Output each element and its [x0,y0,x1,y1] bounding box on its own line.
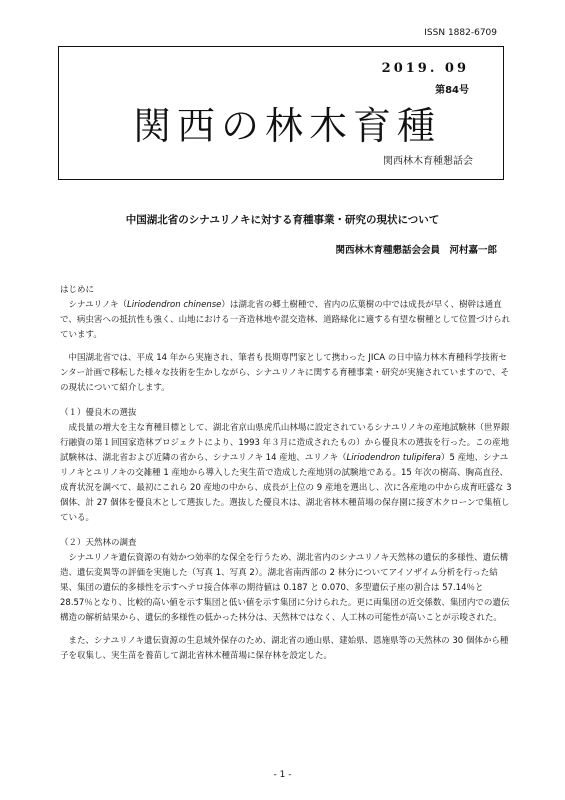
article-author: 関西林木育種懇話会会員 河村嘉一郎 [335,245,497,256]
section-heading-2: （２）天然林の調査 [60,538,137,548]
intro-paragraph-2: 中国湖北省では、平成 14 年から実施され、筆者も長期専門家として携わった JICA の日中協力林木育種科学技術センター計画で移転した様々な技術を生かしながら、シナユリノキに関する育種事業・研究が実施されていますので、その現状について紹介します。 [60,353,509,393]
section-2-paragraph-2: また、シナユリノキ遺伝資源の生息域外保存のため、湖北省の通山県、建始県、恩施県等の天然林の 30 個体から種子を収集し、実生苗を養苗して湖北省林木種苗場に保存林を設定した。 [60,636,509,661]
masthead-box [58,46,504,180]
section-heading-1: （１）優良木の選抜 [60,408,137,418]
article-title: 中国湖北省のシナユリノキに対する育種事業・研究の現状について [125,214,440,226]
intro-paragraph-1: シナユリノキ（Liriodendron chinense）は湖北省の郷土樹種で、省内の広葉樹の中では成長が早く、樹幹は通直で、病虫害への抵抗性も強く、山地における一斉造林地や混交造林、道路緑化に適する有望な樹種として位置づけられています。 [60,300,511,340]
society-name: 関西林木育種懇話会 [383,156,473,167]
article-body [60,283,512,664]
issue-date: 2019. 09 [381,61,469,76]
issue-number: 第84号 [435,85,469,96]
bulletin-title: 関西の林木育種 [133,104,442,148]
page-number: - 1 - [273,770,292,780]
latin-name: Liriodendron chinense [126,300,222,310]
section-heading-intro: はじめに [60,285,95,295]
section-1-paragraph: 成長量の増大を主な育種目標として、湖北省京山県虎爪山林場に設定されているシナユリノキの産地試験林（世界銀行融資の第１回国家造林プロジェクトにより、1993 年３月に造成されたもの）から優良木の選抜を行った。この産地試験林は、湖北省および近隣の省から、シナユリノキ 14 産地、ユリノキ（Liriodendron tulipifera）5 産地、シナユリノキとユリノキの交雑種 1 産地から導入した実生苗で造成した産地別の試験地である。15 年次の樹高、胸高直径、成育状況を調べて、最初にこれら 20 産地の中から、成長が上位の 9 産地を選出し、次に各産地の中から成育旺盛な 3 個体、計 27 個体を優良木として選抜した。選抜した優良木は、湖北省林木種苗場の保存園に接ぎ木クローンで集植している。 [60,423,512,523]
issn-label: ISSN 1882-6709 [424,28,497,38]
section-2-paragraph-1: シナユリノキ遺伝資源の有効かつ効率的な保全を行うため、湖北省内のシナユリノキ天然林の遺伝的多様性、遺伝構造、遺伝変異等の評価を実施した（写真 1、写真 2）。湖北省南西部の 2 林分についてアイソザイム分析を行った結果、集団の遺伝的多様性を示すヘテロ接合体率の期待値は 0.187 と 0.070、多型遺伝子座の割合は 57.14％と 28.57％となり、比較的高い値を示す集団と低い値を示す集団に分けられた。更に両集団の近交係数、集団内での遺伝構造の解析結果から、遺伝的多様性の低かった林分は、天然林ではなく、人工林の可能性が高いことが示唆された。 [60,553,510,623]
latin-name: Liriodendron tulipifera [346,453,442,463]
